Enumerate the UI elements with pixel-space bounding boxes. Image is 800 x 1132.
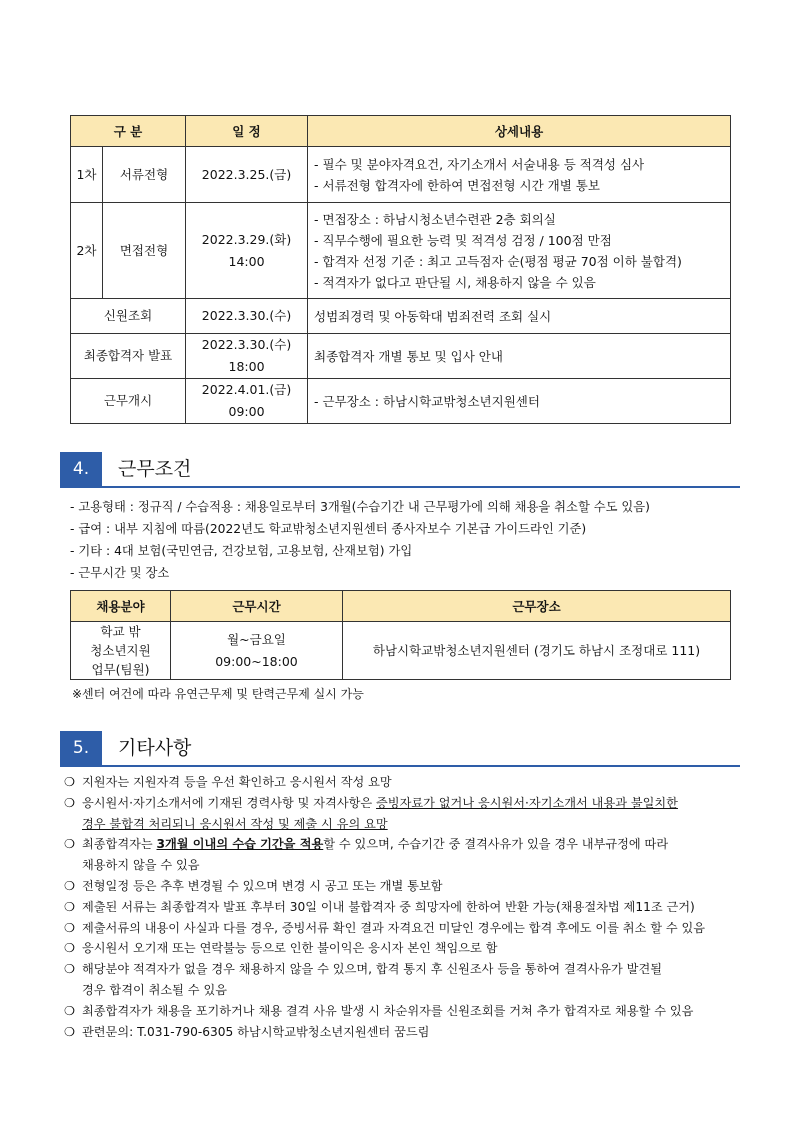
list-item: ❍ 최종합격자가 채용을 포기하거나 채용 결격 사유 발생 시 차순위자를 신원조회를 거쳐 추가 합격자로 채용할 수 있음 — [64, 1001, 754, 1022]
table-row — [71, 334, 731, 379]
list-item: ❍ 최종합격자는 3개월 이내의 수습 기간을 적용할 수 있으며, 수습기간 중 결격사유가 있을 경우 내부규정에 따라 — [64, 834, 754, 855]
section-divider — [60, 486, 740, 488]
circle-bullet-icon: ❍ — [64, 899, 75, 914]
list-item-continuation: 경우 불합격 처리되니 응시원서 작성 및 제출 시 유의 요망 — [82, 816, 388, 831]
work-table — [70, 590, 731, 680]
detail-cell: 성범죄경력 및 아동학대 범죄전력 조회 실시 — [308, 299, 731, 334]
circle-bullet-icon: ❍ — [64, 775, 75, 789]
list-item: ❍ 관련문의: T.031-790-6305 하남시학교밖청소년지원센터 꿈드림 — [64, 1022, 754, 1043]
section-number: 4. — [60, 452, 102, 486]
circle-bullet-icon: ❍ — [64, 878, 75, 893]
hours-cell: 월~금요일 09:00~18:00 — [171, 622, 343, 680]
circle-bullet-icon: ❍ — [64, 795, 75, 810]
section-divider — [60, 765, 740, 767]
header-category: 구 분 — [71, 116, 186, 147]
header-schedule: 일 정 — [186, 116, 308, 147]
list-item: ❍ 제출된 서류는 최종합격자 발표 후부터 30일 이내 불합격자 중 희망자에 한하여 반환 가능(채용절차법 제11조 근거) — [64, 897, 754, 918]
field-cell: 학교 밖 청소년지원 업무(팀원) — [71, 622, 171, 680]
table-row — [71, 379, 731, 424]
detail-cell: - 면접장소 : 하남시청소년수련관 2층 회의실 - 직무수행에 필요한 능력 및 적격성 검정 / 100점 만점 - 합격자 선정 기준 : 최고 고득점자 순(평점 평균 70점 이하 불합격) - 적격자가 없다고 판단될 시, 채용하지 않을 수 있음 — [308, 203, 731, 299]
list-item: ❍ 응시원서 오기재 또는 연락불능 등으로 인한 불이익은 응시자 본인 책임으로 함 — [64, 938, 754, 959]
header-field: 채용분야 — [71, 591, 171, 622]
list-item-continuation: 경우 합격이 취소될 수 있음 — [82, 982, 228, 997]
stage-name-cell: 신원조회 — [71, 299, 186, 334]
stage-name-cell: 서류전형 — [103, 147, 186, 203]
work-condition-item: - 고용형태 : 정규직 / 수습적용 : 채용일로부터 3개월(수습기간 내 근무평가에 의해 채용을 취소할 수도 있음) — [70, 500, 650, 514]
schedule-table — [70, 115, 731, 424]
list-item: ❍ 전형일정 등은 추후 변경될 수 있으며 변경 시 공고 또는 개별 통보함 — [64, 876, 754, 897]
circle-bullet-icon: ❍ — [64, 837, 75, 852]
list-item: ❍ 지원자는 지원자격 등을 우선 확인하고 응시원서 작성 요망 — [64, 772, 754, 793]
header-place: 근무장소 — [343, 591, 731, 622]
header-hours: 근무시간 — [171, 591, 343, 622]
note-text: ※센터 여건에 따라 유연근무제 및 탄력근무제 실시 가능 — [72, 687, 364, 701]
date-cell: 2022.3.25.(금) — [186, 147, 308, 203]
table-row — [71, 299, 731, 334]
circle-bullet-icon: ❍ — [64, 1003, 75, 1018]
stage-name-cell: 면접전형 — [103, 203, 186, 299]
detail-cell: 최종합격자 개별 통보 및 입사 안내 — [308, 334, 731, 379]
date-cell: 2022.3.30.(수) 18:00 — [186, 334, 308, 379]
date-cell: 2022.4.01.(금) 09:00 — [186, 379, 308, 424]
detail-cell: - 근무장소 : 하남시학교밖청소년지원센터 — [308, 379, 731, 424]
list-item: ❍ 응시원서·자기소개서에 기재된 경력사항 및 자격사항은 증빙자료가 없거나 응시원서·자기소개서 내용과 불일치한 — [64, 793, 754, 814]
circle-bullet-icon: ❍ — [64, 962, 75, 977]
section-number: 5. — [60, 731, 102, 765]
stage-cell: 1차 — [71, 147, 103, 203]
circle-bullet-icon: ❍ — [64, 920, 75, 935]
date-cell: 2022.3.30.(수) — [186, 299, 308, 334]
work-condition-item: - 근무시간 및 장소 — [70, 566, 170, 580]
detail-cell: - 필수 및 분야자격요건, 자기소개서 서술내용 등 적격성 심사 - 서류전형 합격자에 한하여 면접전형 시간 개별 통보 — [308, 147, 731, 203]
work-condition-item: - 급여 : 내부 지침에 따름(2022년도 학교밖청소년지원센터 종사자보수 기본급 가이드라인 기준) — [70, 522, 587, 536]
section-title: 기타사항 — [118, 737, 192, 759]
circle-bullet-icon: ❍ — [64, 941, 75, 956]
section-4-header — [60, 452, 740, 486]
work-condition-item: - 기타 : 4대 보험(국민연금, 건강보험, 고용보험, 산재보험) 가입 — [70, 544, 413, 558]
section-title: 근무조건 — [118, 458, 192, 480]
date-cell: 2022.3.29.(화) 14:00 — [186, 203, 308, 299]
list-item-continuation: 채용하지 않을 수 있음 — [82, 858, 200, 873]
table-row — [71, 203, 731, 299]
stage-name-cell: 최종합격자 발표 — [71, 334, 186, 379]
stage-name-cell: 근무개시 — [71, 379, 186, 424]
place-cell: 하남시학교밖청소년지원센터 (경기도 하남시 조정대로 111) — [343, 622, 731, 680]
header-details: 상세내용 — [308, 116, 731, 147]
list-item: ❍ 해당분야 적격자가 없을 경우 채용하지 않을 수 있으며, 합격 통지 후 신원조사 등을 통하여 결격사유가 발견될 — [64, 959, 754, 980]
misc-list — [64, 772, 754, 1042]
circle-bullet-icon: ❍ — [64, 1024, 75, 1039]
stage-cell: 2차 — [71, 203, 103, 299]
list-item: ❍ 제출서류의 내용이 사실과 다를 경우, 증빙서류 확인 결과 자격요건 미달인 경우에는 합격 후에도 이를 취소 할 수 있음 — [64, 918, 754, 939]
section-5-header — [60, 731, 740, 765]
table-row — [71, 622, 731, 680]
table-row — [71, 147, 731, 203]
